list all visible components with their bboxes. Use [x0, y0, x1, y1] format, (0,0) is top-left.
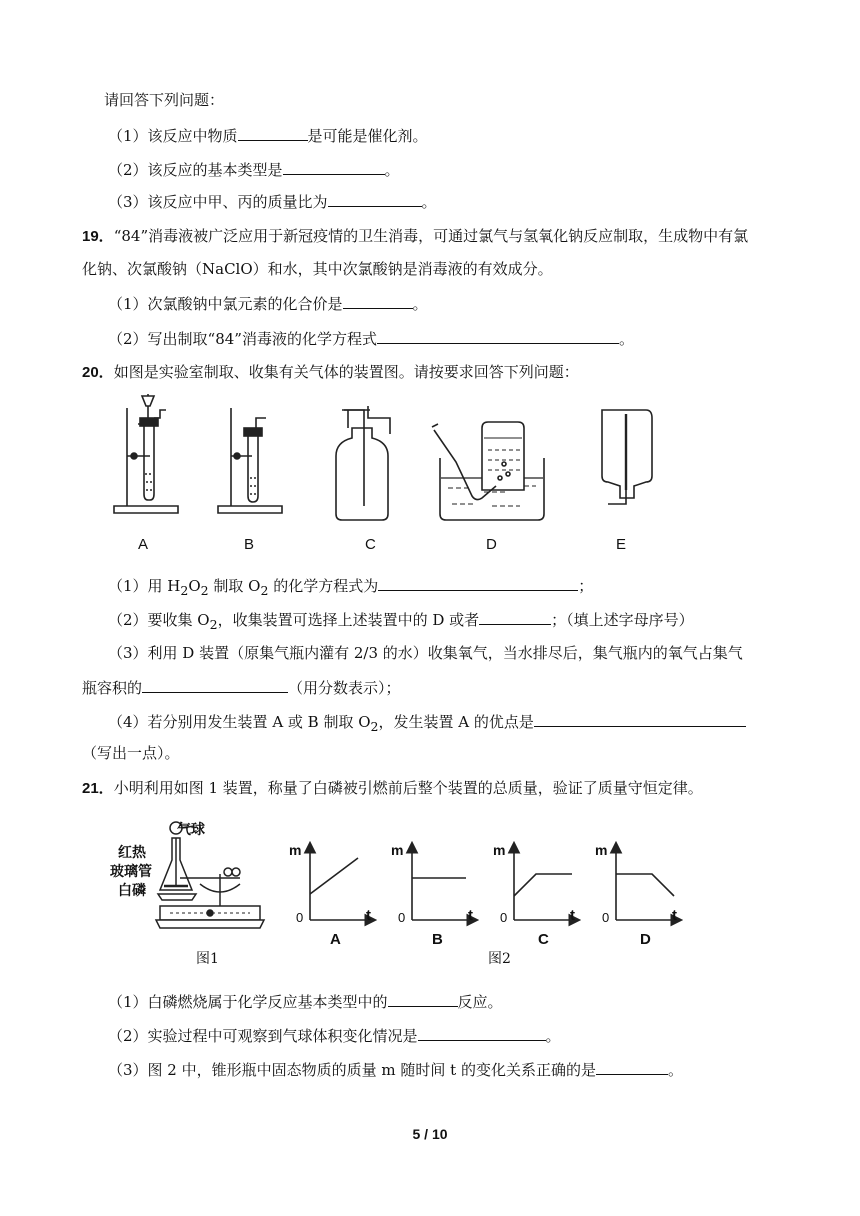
subscript: 2 [200, 583, 209, 598]
apparatus-e [602, 410, 652, 504]
graph-a-axis-t: t [366, 907, 371, 924]
graph-c-axis-m: m [493, 842, 506, 858]
q19-stem-line1 [82, 226, 748, 247]
page-number: 5 / 10 [412, 1126, 448, 1142]
q20-part3-text: 瓶容积的 [82, 679, 143, 697]
q20-part4 [108, 711, 746, 737]
graph-d-label: D [640, 931, 651, 948]
q18-part1-text: （1）该反应中物质 [108, 127, 238, 145]
q20-part2 [108, 609, 694, 635]
q19-stem-text: “84”消毒液被广泛应用于新冠疫情的卫生消毒，可通过氯气与氢氧化钠反应制取，生成物中有氯 [113, 227, 749, 245]
graph-d [616, 844, 680, 920]
q19-part2 [108, 328, 634, 349]
graph-a-label: A [330, 931, 341, 948]
q20-part1-text: O [188, 577, 201, 595]
graph-d-axis-m: m [595, 842, 608, 858]
graph-b-axis-m: m [391, 842, 404, 858]
apparatus-b [218, 408, 282, 513]
graph-b-axis-t: t [468, 907, 473, 924]
q20-part3-line1: （3）利用 D 装置（原集气瓶内灌有 2/3 的水）收集氧气，当水排尽后，集气瓶内的氧气占集气 [108, 644, 743, 662]
graph-a [310, 844, 374, 920]
q20-stem-text: 如图是实验室制取、收集有关气体的装置图。请按要求回答下列问题： [113, 363, 579, 381]
q21-part2-suffix: 。 [545, 1027, 561, 1045]
q21-part3-text: （3）图 2 中，锥形瓶中固态物质的质量 m 随时间 t 的变化关系正确的是 [108, 1061, 596, 1079]
graph-b-label: B [432, 931, 443, 948]
q21-stem-text: 小明利用如图 1 装置，称量了白磷被引燃前后整个装置的总质量，验证了质量守恒定律。 [113, 779, 703, 797]
q20-part2-text: （2）要收集 O [108, 611, 210, 629]
graph-d-origin: 0 [602, 910, 610, 925]
q18-part3-suffix: 。 [421, 193, 437, 211]
answer-blank[interactable] [283, 159, 385, 175]
apparatus-d [432, 422, 544, 520]
q21-stem [82, 778, 703, 799]
q20-part1 [108, 575, 593, 601]
q18-intro: 请回答下列问题： [104, 91, 225, 109]
graph-c [514, 844, 578, 920]
apparatus-c [336, 406, 390, 520]
q20-part1-text: 制取 O [208, 577, 261, 595]
q19-stem-line2: 化钠、次氯酸钠（NaClO）和水，其中次氯酸钠是消毒液的有效成分。 [82, 260, 553, 278]
figure2-graphs [282, 838, 702, 948]
lab-apparatus-figure [100, 394, 660, 560]
subscript: 2 [209, 617, 218, 632]
answer-blank[interactable] [377, 328, 619, 344]
q20-part2-text: ，收集装置可选择上述装置中的 D 或者 [217, 611, 480, 629]
q21-part3 [108, 1059, 683, 1080]
q18-part2-text: （2）该反应的基本类型是 [108, 161, 283, 179]
question-number: 20． [82, 364, 114, 381]
q20-part4-text: ，发生装置 A 的优点是 [378, 713, 534, 731]
q19-part2-suffix: 。 [618, 330, 634, 348]
graph-c-origin: 0 [500, 910, 508, 925]
graph-b [412, 844, 476, 920]
answer-blank[interactable] [388, 991, 458, 1007]
label-white-phosphorus: 白磷 [118, 883, 146, 899]
graph-c-axis-t: t [570, 907, 575, 924]
subscript: 2 [180, 583, 189, 598]
q19-part2-text: （2）写出制取“84”消毒液的化学方程式 [108, 330, 377, 348]
apparatus-label-a: A [138, 536, 149, 553]
figure2-caption: 图2 [488, 951, 511, 967]
q20-part1-text: 的化学方程式为 [268, 577, 379, 595]
subscript: 2 [370, 719, 379, 734]
q19-part1-text: （1）次氯酸钠中氯元素的化合价是 [108, 295, 343, 313]
q21-part2-text: （2）实验过程中可观察到气球体积变化情况是 [108, 1027, 418, 1045]
apparatus-label-e: E [616, 536, 627, 553]
answer-blank[interactable] [596, 1059, 668, 1075]
answer-blank[interactable] [142, 677, 288, 693]
answer-blank[interactable] [343, 293, 413, 309]
q20-part1-suffix: ； [578, 577, 594, 595]
graph-c-label: C [538, 931, 549, 948]
graph-a-axis-m: m [289, 842, 302, 858]
q20-part3-line2 [82, 677, 401, 698]
q21-part1-text: （1）白磷燃烧属于化学反应基本类型中的 [108, 993, 388, 1011]
q18-part1-suffix: 是可能是催化剂。 [307, 127, 428, 145]
q20-part3-suffix: （用分数表示）； [288, 679, 401, 697]
q20-part4-text: （4）若分别用发生装置 A 或 B 制取 O [108, 713, 371, 731]
q18-part1 [108, 125, 428, 146]
subscript: 2 [260, 583, 269, 598]
answer-blank[interactable] [238, 125, 308, 141]
q21-part3-suffix: 。 [667, 1061, 683, 1079]
apparatus-label-b: B [244, 536, 255, 553]
answer-blank[interactable] [479, 609, 551, 625]
label-glass-tube: 玻璃管 [110, 864, 152, 880]
answer-blank[interactable] [378, 575, 578, 591]
apparatus-label-d: D [486, 536, 497, 553]
q20-part1-text: （1）用 H [108, 577, 181, 595]
label-balloon: 气球 [177, 822, 205, 838]
question-number: 19． [82, 228, 114, 245]
q20-part4-line2: （写出一点）。 [82, 744, 180, 762]
label-hot: 红热 [118, 845, 146, 861]
answer-blank[interactable] [534, 711, 746, 727]
graph-b-origin: 0 [398, 910, 406, 925]
q18-part3 [108, 191, 437, 212]
apparatus-label-c: C [365, 536, 376, 553]
apparatus-a [114, 394, 178, 513]
question-number: 21． [82, 780, 114, 797]
q18-part2 [108, 159, 400, 180]
answer-blank[interactable] [328, 191, 422, 207]
q19-part1 [108, 293, 428, 314]
q18-part3-text: （3）该反应中甲、丙的质量比为 [108, 193, 328, 211]
q19-part1-suffix: 。 [412, 295, 428, 313]
figure1-caption: 图1 [196, 951, 219, 967]
graph-a-origin: 0 [296, 910, 304, 925]
q21-part1-suffix: 反应。 [457, 993, 503, 1011]
q18-part2-suffix: 。 [384, 161, 400, 179]
q20-part2-suffix: ；（填上述字母序号） [551, 611, 694, 629]
answer-blank[interactable] [418, 1025, 546, 1041]
q21-part2 [108, 1025, 561, 1046]
graph-d-axis-t: t [672, 907, 677, 924]
q20-stem [82, 362, 579, 383]
q21-part1 [108, 991, 503, 1012]
